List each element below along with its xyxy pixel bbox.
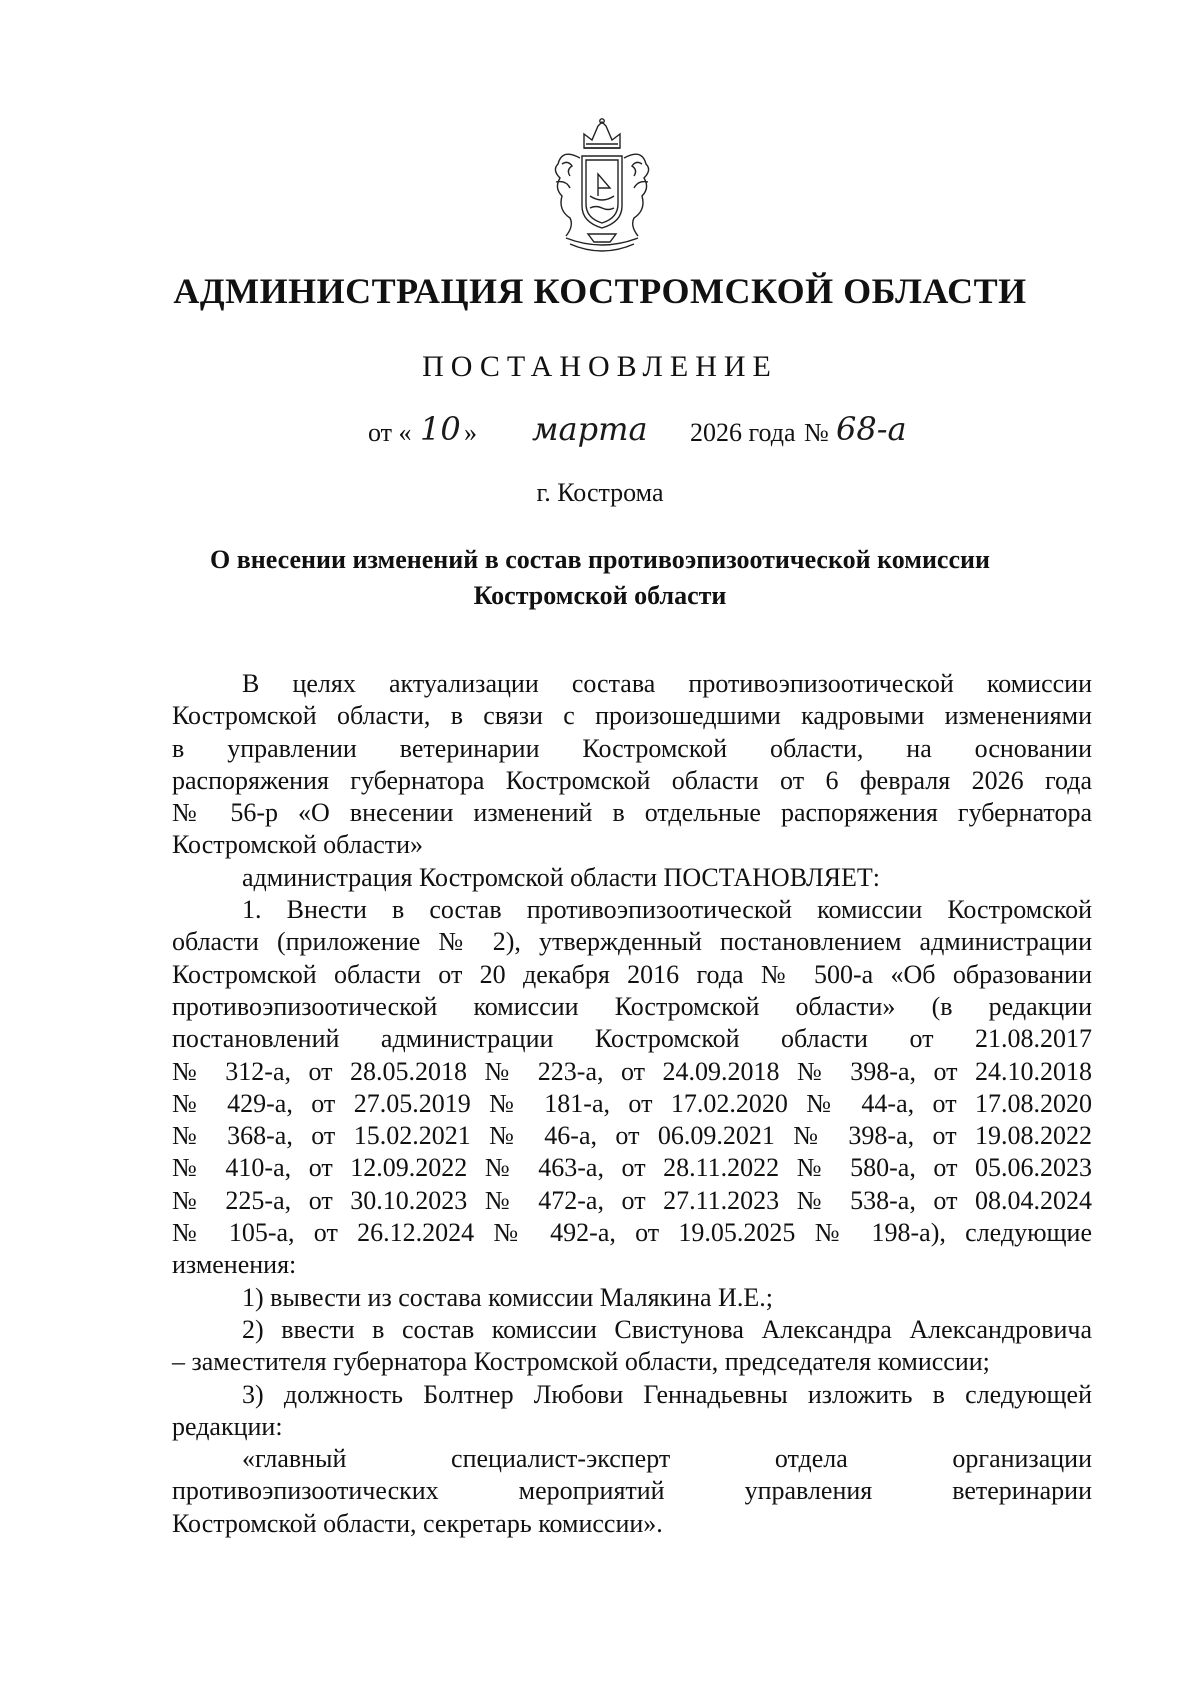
text-line: Костромской области от 20 декабря 2016 года № 500-а «Об образовании bbox=[172, 959, 1092, 989]
subitem-3 bbox=[172, 1379, 1092, 1444]
text-line: противоэпизоотических мероприятий управления ветеринарии bbox=[172, 1476, 1092, 1506]
document-body bbox=[172, 668, 1092, 1540]
text-line: постановлений администрации Костромской области от 21.08.2017 bbox=[172, 1024, 1092, 1054]
text-line: в управлении ветеринарии Костромской области, на основании bbox=[172, 733, 1092, 763]
text-line: № 56-р «О внесении изменений в отдельные распоряжения губернатора bbox=[172, 798, 1092, 828]
date-prefix: от « bbox=[368, 418, 412, 447]
text-line: № 410-а, от 12.09.2022 № 463-а, от 28.11.2022 № 580-а, от 05.06.2023 bbox=[172, 1153, 1092, 1183]
date-number-line bbox=[360, 410, 1000, 458]
coat-of-arms-emblem bbox=[540, 118, 664, 260]
text-line: 1) вывести из состава комиссии Малякина И.Е.; bbox=[242, 1282, 773, 1312]
date-month: марта bbox=[532, 410, 648, 448]
date-day-close: » bbox=[464, 418, 477, 447]
subject-line: О внесении изменений в состав противоэпизоотической комиссии bbox=[210, 545, 990, 574]
text-line: 2) ввести в состав комиссии Свистунова Александра Александровича bbox=[242, 1314, 1092, 1344]
text-line: Костромской области, в связи с произошедшими кадровыми изменениями bbox=[172, 701, 1092, 731]
text-line: 1. Внести в состав противоэпизоотической комиссии Костромской bbox=[242, 895, 1092, 925]
text-line: изменения: bbox=[172, 1250, 297, 1280]
subitem-2 bbox=[172, 1314, 1092, 1379]
text-line: противоэпизоотической комиссии Костромской области» (в редакции bbox=[172, 991, 1092, 1021]
text-line: 3) должность Болтнер Любови Геннадьевны изложить в следующей bbox=[242, 1379, 1092, 1409]
date-day: 10 bbox=[420, 410, 461, 448]
text-line: № 105-а, от 26.12.2024 № 492-а, от 19.05.2025 № 198-а), следующие bbox=[172, 1218, 1092, 1248]
text-line: администрация Костромской области ПОСТАНОВЛЯЕТ: bbox=[242, 862, 881, 892]
text-line: области (приложение № 2), утвержденный постановлением администрации bbox=[172, 927, 1092, 957]
date-year: 2026 года bbox=[690, 418, 796, 447]
resolution-line bbox=[172, 862, 1092, 894]
number-sign: № bbox=[804, 418, 829, 447]
text-line: № 368-а, от 15.02.2021 № 46-а, от 06.09.2021 № 398-а, от 19.08.2022 bbox=[172, 1121, 1092, 1151]
text-line: № 225-а, от 30.10.2023 № 472-а, от 27.11.2023 № 538-а, от 08.04.2024 bbox=[172, 1185, 1092, 1215]
text-line: № 429-а, от 27.05.2019 № 181-а, от 17.02.2020 № 44-а, от 17.08.2020 bbox=[172, 1088, 1092, 1118]
item-1-paragraph bbox=[172, 894, 1092, 1282]
intro-paragraph bbox=[172, 668, 1092, 862]
organization-title: АДМИНИСТРАЦИЯ КОСТРОМСКОЙ ОБЛАСТИ bbox=[173, 271, 1027, 311]
text-line: – заместителя губернатора Костромской области, председателя комиссии; bbox=[172, 1347, 990, 1377]
text-line: редакции: bbox=[172, 1411, 283, 1441]
text-line: Костромской области» bbox=[172, 830, 424, 860]
subitem-1 bbox=[172, 1282, 1092, 1314]
text-line: В целях актуализации состава противоэпизоотической комиссии bbox=[242, 669, 1092, 698]
document-subject bbox=[100, 542, 1100, 614]
text-line: «главный специалист-эксперт отдела организации bbox=[242, 1444, 1092, 1474]
city: г. Кострома bbox=[536, 478, 664, 507]
document-type: ПОСТАНОВЛЕНИЕ bbox=[422, 350, 778, 383]
subject-line: Костромской области bbox=[473, 581, 727, 610]
text-line: распоряжения губернатора Костромской области от 6 февраля 2026 года bbox=[172, 765, 1092, 795]
text-line: № 312-а, от 28.05.2018 № 223-а, от 24.09.2018 № 398-а, от 24.10.2018 bbox=[172, 1056, 1092, 1086]
quoted-position bbox=[172, 1443, 1092, 1540]
text-line: Костромской области, секретарь комиссии». bbox=[172, 1508, 663, 1538]
document-number: 68-а bbox=[836, 410, 907, 448]
